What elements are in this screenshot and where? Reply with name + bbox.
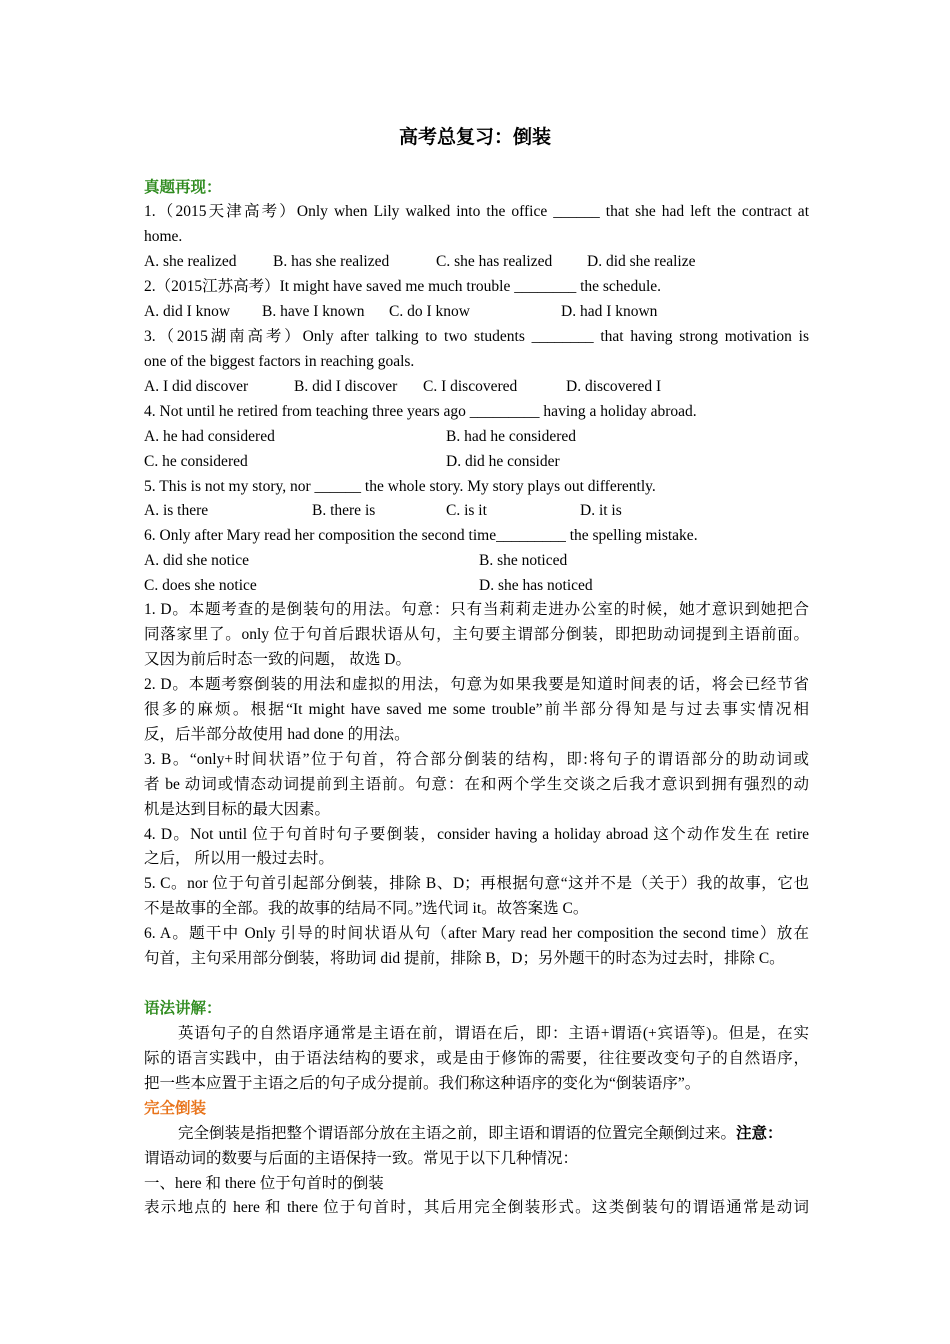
section-heading-past-exams: 真题再现： <box>144 179 222 196</box>
question-6-text: 6. Only after Mary read her composition the second time_________ the spelling mistake. <box>144 527 698 544</box>
answer-3-line: 者 be 动词或情态动词提前到主语前。句意：在和两个学生交谈之后我才意识到拥有强烈的动 <box>144 776 809 793</box>
page-title: 高考总复习：倒装 <box>398 127 551 148</box>
question-4-option-b: B. had he considered <box>446 428 576 445</box>
answer-4-line: 之后， 所以用一般过去时。 <box>144 850 334 867</box>
question-3-option-d: D. discovered I <box>566 378 662 395</box>
question-6-option-a: A. did she notice <box>144 552 250 569</box>
answer-5-line: 5. C。nor 位于句首引起部分倒装，排除 B、D；再根据句意“这并不是（关于）我的故事，它也 <box>144 875 809 892</box>
question-1-option-d: D. did she realize <box>587 253 696 270</box>
question-2-option-d: D. had I known <box>561 303 658 320</box>
question-6-option-b: B. she noticed <box>479 552 568 569</box>
full-inversion-line: 谓语动词的数要与后面的主语保持一致。常见于以下几种情况： <box>144 1150 579 1167</box>
question-1-option-a: A. she realized <box>144 253 237 270</box>
question-5-option-a: A. is there <box>144 502 209 519</box>
full-inversion-text: 完全倒装是指把整个谓语部分放在主语之前，即主语和谓语的位置完全颠倒过来。 <box>178 1125 737 1142</box>
question-6-option-d: D. she has noticed <box>479 577 593 594</box>
question-4-option-d: D. did he consider <box>446 453 560 470</box>
question-3-text-cont: one of the biggest factors in reaching goals. <box>144 353 415 370</box>
answer-2-line: 反，后半部分故使用 had done 的用法。 <box>144 726 410 743</box>
question-2-option-a: A. did I know <box>144 303 231 320</box>
question-3-option-b: B. did I discover <box>294 378 398 395</box>
question-2-option-c: C. do I know <box>389 303 470 320</box>
subheading-here-there: 一、here 和 there 位于句首时的倒装 <box>144 1175 384 1192</box>
question-3-option-a: A. I did discover <box>144 378 249 395</box>
question-6-option-c: C. does she notice <box>144 577 257 594</box>
answer-3-line: 机是达到目标的最大因素。 <box>144 801 331 818</box>
answer-6-line: 句首，主句采用部分倒装，将助词 did 提前，排除 B，D；另外题干的时态为过去时，排除 C。 <box>144 950 785 967</box>
question-3-option-c: C. I discovered <box>423 378 518 395</box>
section-heading-full-inversion: 完全倒装 <box>144 1100 207 1117</box>
grammar-paragraph-line: 际的语言实践中，由于语法结构的要求，或是由于修饰的需要，往往要改变句子的自然语序， <box>144 1050 809 1067</box>
answer-3-line: 3. B。“only+时间状语”位于句首，符合部分倒装的结构，即:将句子的谓语部分的助动词或 <box>144 751 809 768</box>
question-2-text: 2.（2015江苏高考）It might have saved me much trouble ________ the schedule. <box>144 278 662 295</box>
grammar-paragraph-line: 把一些本应置于主语之后的句子成分提前。我们称这种语序的变化为“倒装语序”。 <box>144 1075 701 1092</box>
question-4-text: 4. Not until he retired from teaching three years ago _________ having a holiday abroad. <box>144 403 697 420</box>
section-heading-grammar: 语法讲解： <box>144 1000 222 1017</box>
full-inversion-line <box>178 1124 809 1144</box>
note-label: 注意： <box>736 1125 783 1142</box>
answer-2-line: 很多的麻烦。根据“It might have saved me some trouble”前半部分得知是与过去事实情况相 <box>144 701 809 718</box>
answer-4-line: 4. D。Not until 位于句首时句子要倒装，consider having a holiday abroad 这个动作发生在 retire <box>144 826 809 843</box>
answer-1-line: 1. D。本题考查的是倒装句的用法。句意：只有当莉莉走进办公室的时候，她才意识到她把合 <box>144 601 809 618</box>
answer-1-line: 又因为前后时态一致的问题， 故选 D。 <box>144 651 411 668</box>
question-5-option-d: D. it is <box>580 502 622 519</box>
question-3-text: 3.（2015湖南高考）Only after talking to two students ________ that having strong motivation is <box>144 328 809 345</box>
question-5-option-b: B. there is <box>312 502 376 519</box>
question-1-option-c: C. she has realized <box>436 253 553 270</box>
question-1-option-b: B. has she realized <box>273 253 390 270</box>
question-1-text-cont: home. <box>144 228 183 245</box>
full-inversion-line: 表示地点的 here 和 there 位于句首时，其后用完全倒装形式。这类倒装句的谓语通常是动词 <box>144 1199 809 1216</box>
question-5-text: 5. This is not my story, nor ______ the whole story. My story plays out differently. <box>144 478 656 495</box>
answer-6-line: 6. A。题干中 Only 引导的时间状语从句（after Mary read her composition the second time）放在 <box>144 925 809 942</box>
answer-5-line: 不是故事的全部。我的故事的结局不同。”选代词 it。故答案选 C。 <box>144 900 589 917</box>
grammar-paragraph-line: 英语句子的自然语序通常是主语在前，谓语在后，即：主语+谓语(+宾语等)。但是，在实 <box>178 1025 809 1042</box>
question-1-text: 1.（2015天津高考）Only when Lily walked into the office ______ that she had left the contract at <box>144 203 809 220</box>
answer-2-line: 2. D。本题考察倒装的用法和虚拟的用法，句意为如果我要是知道时间表的话，将会已经节省 <box>144 676 809 693</box>
question-4-option-a: A. he had considered <box>144 428 275 445</box>
question-5-option-c: C. is it <box>446 502 487 519</box>
question-2-option-b: B. have I known <box>262 303 365 320</box>
question-4-option-c: C. he considered <box>144 453 248 470</box>
answer-1-line: 同落家里了。only 位于句首后跟状语从句，主句要主谓部分倒装，即把助动词提到主语前面。 <box>144 626 809 643</box>
